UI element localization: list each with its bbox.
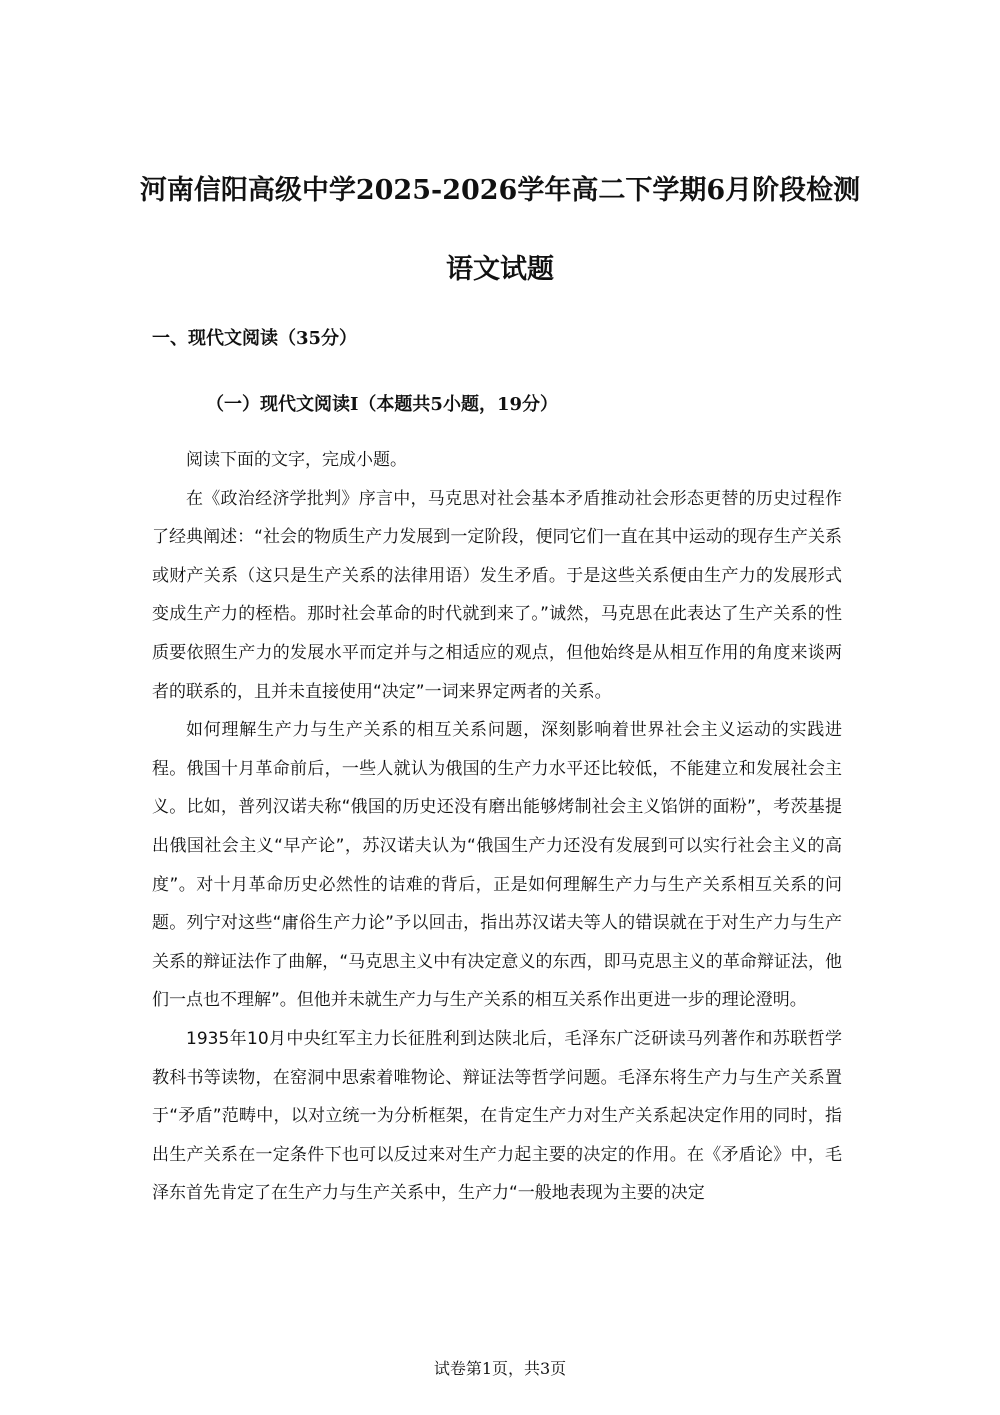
section-heading: 一、现代文阅读（35分） xyxy=(152,328,358,349)
exam-subject-title: 语文试题 xyxy=(446,254,554,285)
passage-paragraph: 1935年10月中央红军主力长征胜利到达陕北后，毛泽东广泛研读马列著作和苏联哲学教科书等读物，在窑洞中思索着唯物论、辩证法等哲学问题。毛泽东将生产力与生产关系置于“矛盾”范畴中，以对立统一为分析框架，在肯定生产力对生产关系起决定作用的同时，指出生产关系在一定条件下也可以反过来对生产力起主要的决定的作用。在《矛盾论》中，毛泽东首先肯定了在生产力与生产关系中，生产力“一般地表现为主要的决定 xyxy=(152,1028,842,1204)
instruction-paragraph: 阅读下面的文字，完成小题。 xyxy=(186,450,407,470)
exam-title: 河南信阳高级中学2025-2026学年高二下学期6月阶段检测 xyxy=(139,175,861,206)
sub-section-heading: （一）现代文阅读I（本题共5小题，19分） xyxy=(206,394,558,415)
reading-passage xyxy=(152,441,842,1213)
passage-paragraph: 如何理解生产力与生产关系的相互关系问题，深刻影响着世界社会主义运动的实践进程。俄国十月革命前后，一些人就认为俄国的生产力水平还比较低，不能建立和发展社会主义。比如，普列汉诺夫称“俄国的历史还没有磨出能够烤制社会主义馅饼的面粉”，考茨基提出俄国社会主义“早产论”，苏汉诺夫认为“俄国生产力还没有发展到可以实行社会主义的高度”。对十月革命历史必然性的诘难的背后，正是如何理解生产力与生产关系相互关系的问题。列宁对这些“庸俗生产力论”予以回击，指出苏汉诺夫等人的错误就在于对生产力与生产关系的辩证法作了曲解，“马克思主义中有决定意义的东西，即马克思主义的革命辩证法，他们一点也不理解”。但他并未就生产力与生产关系的相互关系作出更进一步的理论澄明。 xyxy=(152,720,842,1011)
passage-paragraph: 在《政治经济学批判》序言中，马克思对社会基本矛盾推动社会形态更替的历史过程作了经典阐述：“社会的物质生产力发展到一定阶段，便同它们一直在其中运动的现存生产关系或财产关系（这只是生产关系的法律用语）发生矛盾。于是这些关系便由生产力的发展形式变成生产力的桎梏。那时社会革命的时代就到来了。”诚然，马克思在此表达了生产关系的性质要依照生产力的发展水平而定并与之相适应的观点，但他始终是从相互作用的角度来谈两者的联系的，且并未直接使用“决定”一词来界定两者的关系。 xyxy=(152,488,842,702)
page-footer: 试卷第1页，共3页 xyxy=(433,1359,567,1378)
